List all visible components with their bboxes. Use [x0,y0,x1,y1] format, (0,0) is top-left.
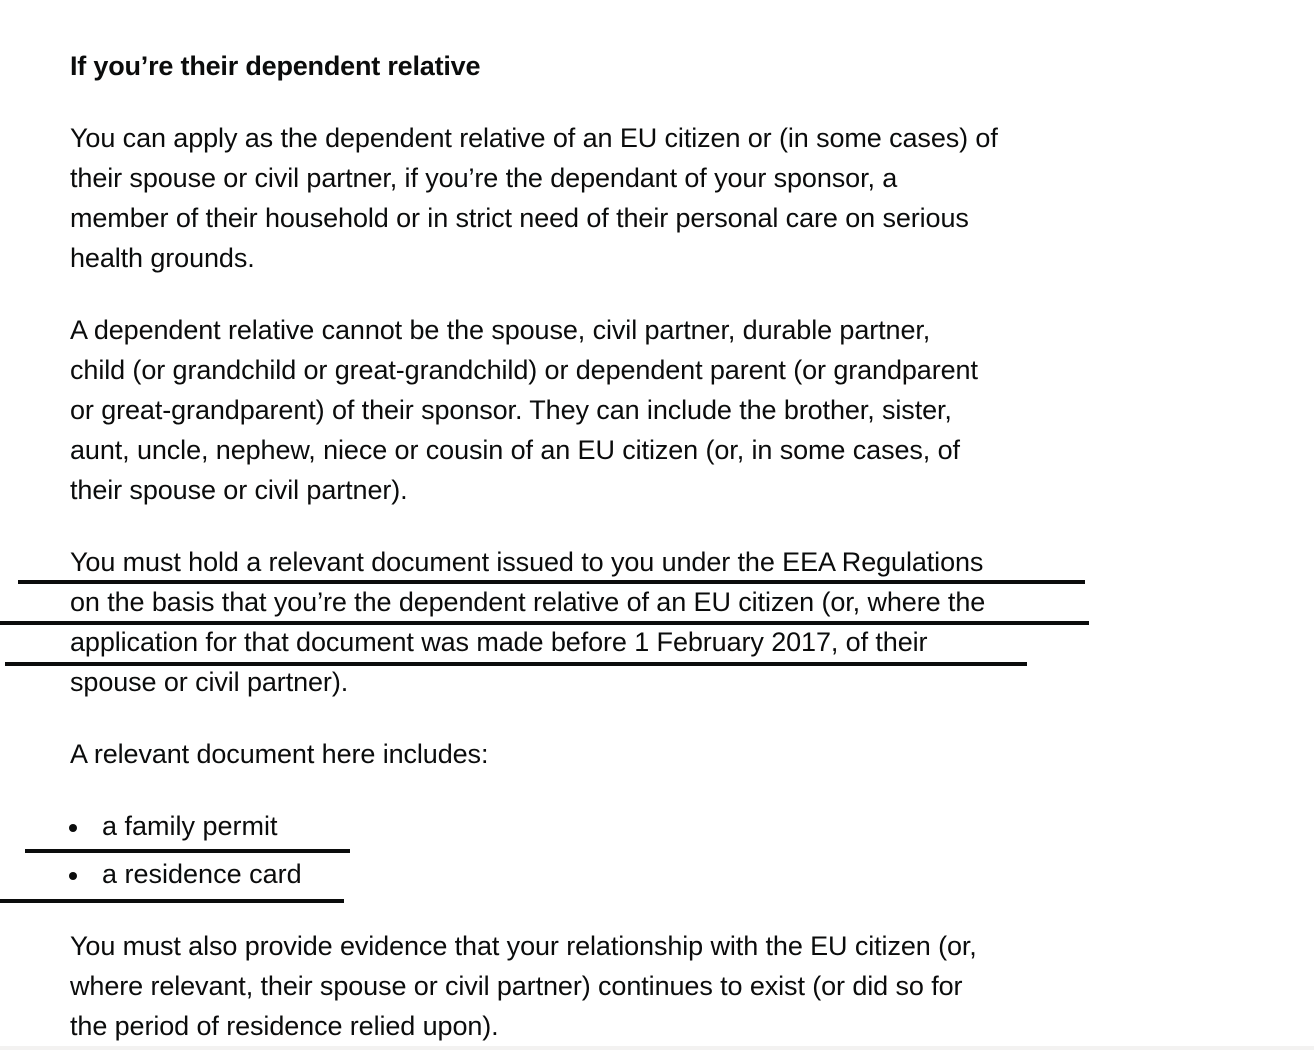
underline-annotation [25,849,350,853]
text-line: on the basis that you’re the dependent relative of an EU citizen (or, where the [70,587,986,617]
text-line: A dependent relative cannot be the spouse, civil partner, durable partner, [70,315,931,345]
section-heading: If you’re their dependent relative [70,51,481,81]
text-line: You must hold a relevant document issued to you under the EEA Regulations [70,547,984,577]
text-line: You must also provide evidence that your relationship with the EU citizen (or, [70,931,977,961]
text-line: where relevant, their spouse or civil partner) continues to exist (or did so for [70,971,963,1001]
text-line: or great-grandparent) of their sponsor. They can include the brother, sister, [70,395,952,425]
text-line: You can apply as the dependent relative of an EU citizen or (in some cases) of [70,123,998,153]
paragraph-dependent-relative-intro [70,118,998,278]
text-line: spouse or civil partner). [70,667,349,697]
list-item-label: a residence card [102,859,302,889]
list-item-label: a family permit [102,811,278,841]
underline-annotation [0,621,1089,625]
text-line: the period of residence relied upon). [70,1011,499,1041]
text-line: their spouse or civil partner, if you’re the dependant of your sponsor, a [70,163,898,193]
text-line: member of their household or in strict need of their personal care on serious [70,203,969,233]
underline-annotation [5,662,1027,666]
text-line: application for that document was made before 1 February 2017, of their [70,627,928,657]
page-bottom-edge [0,1046,1314,1050]
paragraph-dependent-relative-definition [70,310,978,510]
paragraph-relationship-evidence [70,926,977,1046]
text-line: child (or grandchild or great-grandchild) or dependent parent (or grandparent [70,355,978,385]
underline-annotation [0,899,344,903]
paragraph-relevant-document-includes: A relevant document here includes: [70,739,489,769]
text-line: their spouse or civil partner). [70,475,408,505]
text-line: aunt, uncle, nephew, niece or cousin of an EU citizen (or, in some cases, of [70,435,960,465]
text-line: health grounds. [70,243,255,273]
list-item [0,854,400,894]
bullet-icon [69,824,77,832]
underline-annotation [18,580,1085,584]
list-item [0,806,400,846]
bullet-icon [69,872,77,880]
